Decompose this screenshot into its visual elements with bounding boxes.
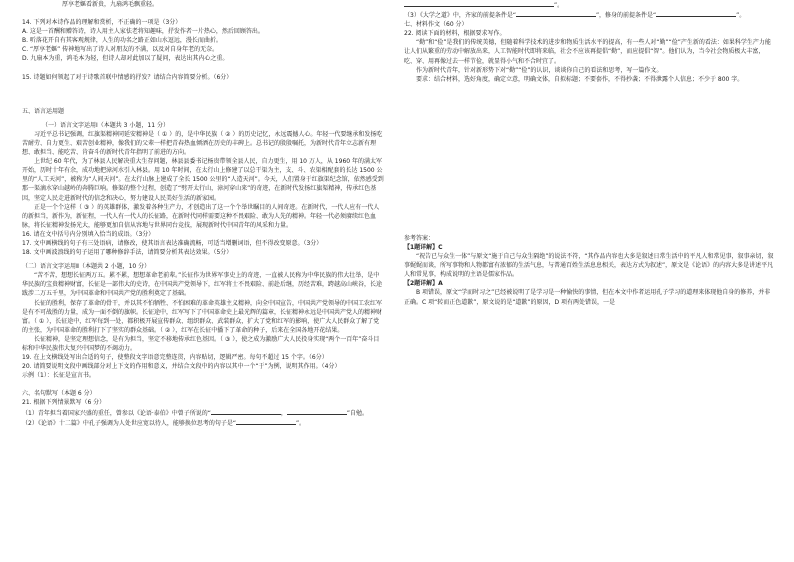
carryover-blank-line: ”。 [404,0,774,10]
essay-material: “勤”和“俭”是我们的传统美德，但随着科学技术的进步和物质生活水平的提高，有一些人对“勤”“俭”产生新的看法：如果科学生产力能让人们从繁重的劳动中解放出来，人工智能时代即将来临，社会不应该再提倡“勤”，而应提倡“智”。他们认为，当今社会物质极大丰富，吃、穿、用再像过去一样节俭，就显得小气和不合时宜了。 [404,39,771,65]
part-2-paragraph: “苦不苦，想想长征两万五。累不累，想想革命老前辈。”长征作为世界军事史上的奇迹，一直被人民称为中华民族的伟大壮举，是中华民族的宝贵精神财富，长征是一部伟大的史诗，在中国共产党领导下，红军将士不畏艰险、前赴后继，历经苦难，跨越高山峡谷，长途跋涉二万五千里，为中国革命和中国共产党的胜利奠定了基础。 [22,272,383,298]
answer-blank[interactable] [287,408,347,415]
question-17: 17. 文中画横线的句子有三处语病，请修改，使其语言表达准确流畅，可适当增删词语，但不得改变原意。（3分） [22,239,323,247]
question-21-item-3: （3）《大学之道》中，齐家的前提条件是“ ”，修身的前提条件是“ ”。 [404,12,746,20]
essay-space [404,84,774,234]
part-1-paragraph: 上世纪 60 年代，为了林县人民解决重大生存问题，林县县委书记杨贵带领全县人民，自力更生，用 10 万人，从 1960 年的满太军开始，历时十年有余，成功地把漳河水引入林县。用 10 年时间，在太行山上修建了以总干渠为主，支、斗、农渠相配套的长达 1500 公里的“人工天河”，被称为“人间天河”。在太行山脉上建成了全长 1500 公里的“人造天河”。今天，人们置身于红旗渠纪念馆，依然感受到那一渠滴水穿山越岭的奔腾巨响。修渠的整个过程，创造了“劈开太行山，漳河穿山来”的奇迹，在新时代发扬红旗渠精神，传承红色基因，坚定人民走进新时代的信念和决心，努力建设人民美好生活的新家园。 [22,158,384,202]
part-1-paragraph: 正是一个个这样（ ③ ）的英雄群体，激发着各种生产力，才创造出了这一个个举世瞩目的人间奇迹。在新时代，一代人应有一代人的新担当，新作为，新征程，一代人有一代人的长征路，在新时代同样需要这种不畏艰险、敢为人先的精神。年轻一代必须赓续红色血脉，将长征精神发扬光大，能够更加自信从容地与世界同台竞技，展现新时代中国青年的风采和力量。 [22,203,380,229]
answer-1-label: 【1题详解】C [404,243,443,251]
answer-blank[interactable] [236,418,296,425]
right-column [404,0,774,562]
essay-requirements: 要求：结合材料，选好角度，确定立意，明确文体，自拟标题；不要套作，不得抄袭；不得泄露个人信息；不少于 800 字。 [416,75,744,83]
left-column [22,0,385,562]
question-16: 16. 请在文中括号内分别填入恰当的成语。（3分） [22,230,155,238]
question-22-stem: 22. 阅读下面的材料，根据要求写作。 [404,30,506,38]
answer-2-label: 【2题详解】A [404,280,443,288]
answer-example: 示例（1）：长征是宣言书。 [22,372,95,380]
answers-title: 参考答案： [404,234,435,242]
question-19: 19. 在上文横线处写出合适的句子，使整段文字语意完整连贯，内容贴切，逻辑严密。每句不超过 15 个字。（6分） [22,354,328,362]
section-7-title: 七、材料作文（60 分） [404,21,468,29]
section-6-title: 六、名句默写（本题 6 分） [22,390,96,398]
part-1-header: （一）语言文字运用Ⅰ（本题共 3 小题，11 分） [42,121,169,129]
answer-2-text: B 项错误，原文“学而时习之”已经被说明了是学习是一种愉快的事情，但在本文中作者运用孔子学习的道理来体现他自身的修养，并非正确。C 项“转而正色道歉”，原文说的是“道歉”的原因，D 项有两处错误，一是 [404,289,771,306]
section-5-title: 五、语言运用题 [22,107,65,115]
question-18: 18. 文中画波浪线的句子运用了哪种修辞手法，请简要分析其表达效果。（5分） [22,249,233,257]
question-21-stem: 21. 根据下列情景默写（6 分） [22,399,106,407]
q14-option-b: B. 听落花开自有其客观规律，人生的功名之路正如山水逗远，漫长而曲折。 [22,37,222,45]
q14-option-a: A. 这是一首酬和赠答诗，诗人用主人家怯老将知趣味，抒发作者一片热心，然后回顾答出。 [22,28,264,36]
part-2-paragraph: 长征的胜利，保存了革命的骨干，并以其不怕牺牲、不怕困难的革命英雄主义精神，向全中国宣告，中国共产党领导的中国工农红军是有不可战胜的力量，成为一面不倒的旗帜。长征途中，红军写下了中国革命史上最光辉的篇章，长征精神永远是中国共产党人的精神财富。（ ① ），长征途中，红军每到一处，都积极开展宣传群众、组织群众、武装群众，扩大了党和红军的影响，使广大人民群众了解了党的主张，为中国革命的胜利打下了坚实的群众基础。（ ② ），红军在长征中播下了革命的种子，后来在全国各地开花结果。 [22,299,383,334]
answer-1-text: “祝告已与众生一体”与原文“施于自己与众生隔绝”的说法不符，“其作品内容也大多是叙述日常生活中的平凡人和常见事，叙事亲切，叙事娓娓而谈，所写事物和人物都富有浓郁的生活气息，与普通百姓生活息息相关，表达方式为叙述”，原文是《论语》的内容大多是讲述平凡人和常见事，构成说明的主语是儒家作品。 [404,253,774,279]
part-2-header: （二）语言文字运用Ⅱ（本题共 2 小题，10 分） [22,263,151,271]
answer-blank[interactable] [211,408,281,415]
answer-blank[interactable] [516,10,596,17]
answer-blank[interactable] [656,10,736,17]
poem-fragment: 厚享老嫗看新贵，九扇鸿毛飘重轻。 [62,1,159,8]
question-21-item-2: （2）《论语》十二篇》中孔子强调为人处世应宽以待人，能够换位思考的句子是“ ”。 [22,419,306,427]
question-14-stem: 14. 下列对本诗作品的理解和赏析，不正确的一项是（3分） [22,19,182,27]
part-1-paragraph: 习近平总书记强调，红旗渠精神同延安精神是（ ① ）的，是中华民族（ ② ）的历史记忆，永远震撼人心。年轻一代要继承和发扬吃苦耐劳、自力更生、艰苦创业精神，像我们的父辈一样把青春热血倾洒在历史的丰碑上。总书记的殷殷嘱托，为新时代青年立志新有理想、敢担当、能吃苦、肯奋斗的新时代青年指明了前进的方向。 [22,130,383,157]
question-21-item-1: （1）青年担当着国家兴盛的重任，曾参以《论语·泰伯》中曾子所说的“ ， ”自勉。 [22,409,368,417]
answer-blank[interactable] [404,0,554,7]
question-15: 15. 诗题如何领起了对于诗歌首联中情感的抒发？请结合内容简要分析。（6分） [22,73,233,81]
essay-material: 作为新时代青年，针对新形势下对“勤”“俭”的认识，谈谈你自己的看法和思考，写一篇作文。 [416,66,663,74]
q14-option-c: C. “厚享老嫗” 传神地写出了诗人对朋友的不满，以及对自身年老的无奈。 [22,46,219,54]
q14-option-d: D. 九扇本为重，鸿毛本为轻，但诗人却对此加以了疑问，表达出其内心之重。 [22,55,229,63]
question-20: 20. 请简要说明文段中画线部分对上下文的作用和意义，并结合文段中的内容以其中一个“于”为例，说明其作用。（4分） [22,363,341,371]
part-2-paragraph: 长征精神，是坚定理想信念，是有为担当，坚定不移地传承红色基因。（ ③ ），使之成为激励广大人民投身实现“两个一百年”奋斗目标和中华民族伟大复兴中国梦的不竭动力。 [22,335,380,352]
